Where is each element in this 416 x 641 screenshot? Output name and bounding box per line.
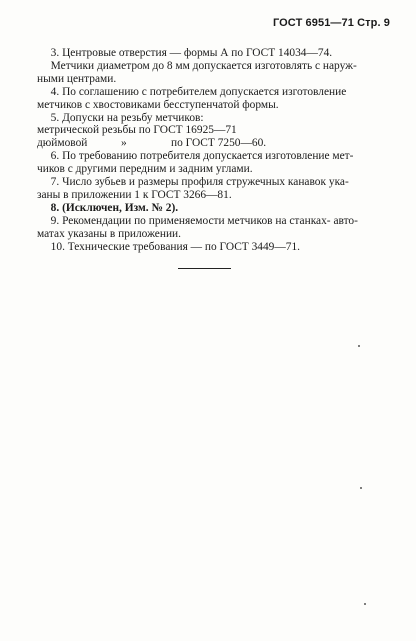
document-body [37,47,375,253]
clause-3-line-1: 3. Центровые отверстия — формы А по ГОСТ 14034—74. [50,47,333,59]
clause-6-line-2: чиков с другими передним и задним углами. [37,163,253,176]
clause-9-line-2: матах указаны в приложении. [37,227,181,240]
scan-speck [364,603,366,605]
page-header: ГОСТ 6951—71 Стр. 9 [272,17,390,29]
clause-7-line-2: заны в приложении 1 к ГОСТ 3266—81. [37,188,232,201]
section-divider [178,268,231,269]
clause-6-line-1: 6. По требованию потребителя допускается изготовление мет- [50,150,354,163]
clause-4-line-2: метчиков с хвостовиками бесступенчатой формы. [37,98,279,111]
clause-9-line-1: 9. Рекомендации по применяемости метчиков на станках- авто- [50,214,358,227]
clause-8-line-1: 8. (Исключен, Изм. № 2). [50,201,179,214]
clause-4-line-1: 4. По соглашению с потребителем допускается изготовление [50,85,347,98]
scan-speck [360,487,362,489]
clause-5-inch-row [37,137,375,150]
clause-5-line-2: метрической резьбы по ГОСТ 16925—71 [37,124,237,137]
clause-7-line-1: 7. Число зубьев и размеры профиля стружечных канавок ука- [50,176,349,189]
clause-5-line-1: 5. Допуски на резьбу метчиков: [50,111,204,124]
ditto-mark: » [121,137,127,150]
clause-3-line-3: ными центрами. [37,72,117,85]
inch-standard: по ГОСТ 7250—60. [171,137,267,150]
inch-label: дюймовой [37,137,88,150]
clause-10-line-1: 10. Технические требования — по ГОСТ 3449—71. [50,240,301,253]
clause-3-line-2: Метчики диаметром до 8 мм допускается изготовлять с наруж- [50,59,357,72]
scan-speck [358,345,360,347]
